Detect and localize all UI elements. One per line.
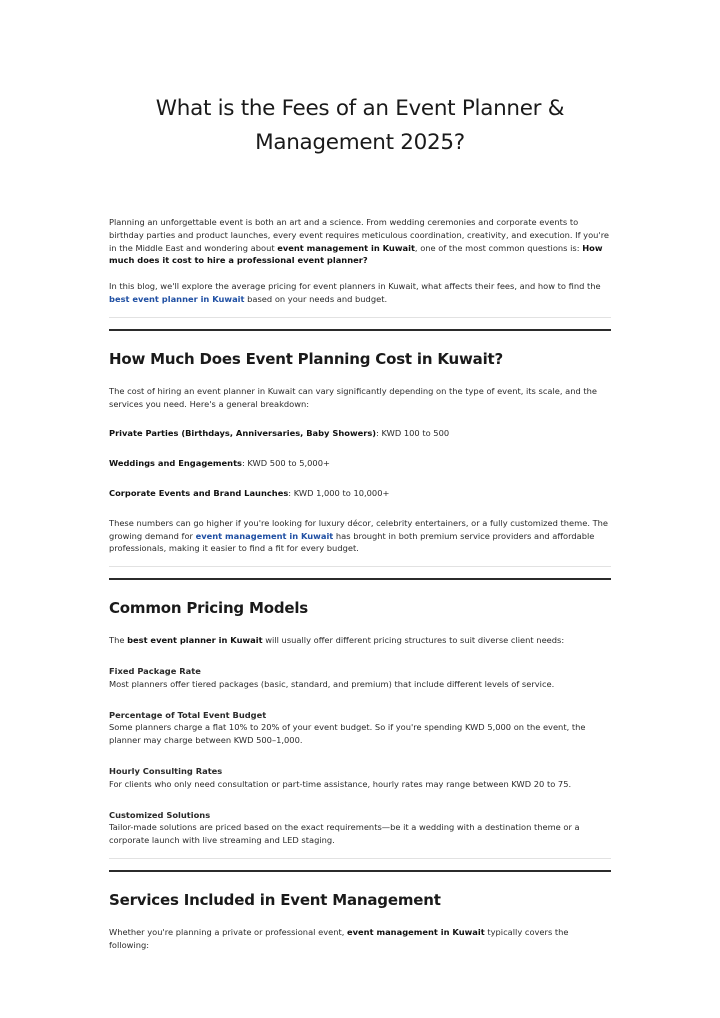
pricing-model-title: Hourly Consulting Rates xyxy=(109,765,223,776)
services-intro-keyword: event management in Kuwait xyxy=(347,926,485,937)
section-heading-cost: How Much Does Event Planning Cost in Kuwait? xyxy=(109,349,503,368)
intro-paragraph-1 xyxy=(109,216,611,267)
cost-item-value: : KWD 100 to 500 xyxy=(376,428,450,439)
pricing-model-hourly xyxy=(109,765,611,791)
pricing-model-desc: Tailor-made solutions are priced based on the exact requirements—be it a wedding with a destination theme or a corporate launch with live streaming and LED staging. xyxy=(109,822,580,846)
best-event-planner-link[interactable]: best event planner in Kuwait xyxy=(109,293,245,304)
section-heading-services: Services Included in Event Management xyxy=(109,890,441,909)
divider-light xyxy=(109,858,611,859)
pricing-intro-text: will usually offer different pricing structures to suit diverse client needs: xyxy=(262,635,565,646)
cost-item-value: : KWD 1,000 to 10,000+ xyxy=(288,487,390,498)
pricing-intro-text: The xyxy=(109,635,128,646)
pricing-model-customized xyxy=(109,809,611,847)
cost-item-private-parties xyxy=(109,427,611,440)
event-management-link[interactable]: event management in Kuwait xyxy=(195,530,334,541)
cost-item-value: : KWD 500 to 5,000+ xyxy=(241,458,330,469)
pricing-model-fixed xyxy=(109,665,611,691)
services-intro-text: typically covers the following: xyxy=(109,926,569,950)
pricing-intro-keyword: best event planner in Kuwait xyxy=(127,635,263,646)
section-heading-pricing-models: Common Pricing Models xyxy=(109,599,308,618)
intro-paragraph-2 xyxy=(109,280,611,306)
cost-item-weddings xyxy=(109,457,611,470)
services-intro-text: Whether you're planning a private or professional event, xyxy=(109,926,348,937)
pricing-model-title: Percentage of Total Event Budget xyxy=(109,709,267,720)
pricing-model-desc: For clients who only need consultation or part-time assistance, hourly rates may range between KWD 20 to 75. xyxy=(109,778,572,789)
pricing-intro-paragraph xyxy=(109,634,611,647)
services-intro-paragraph xyxy=(109,926,611,952)
cost-closing-text: has brought in both premium service providers and affordable professionals, making it easier to find a fit for every budget. xyxy=(109,530,595,554)
cost-item-label: Weddings and Engagements xyxy=(109,458,242,469)
cost-closing-paragraph xyxy=(109,517,611,555)
intro-text: based on your needs and budget. xyxy=(244,293,388,304)
divider-section xyxy=(109,870,611,872)
pricing-model-desc: Some planners charge a flat 10% to 20% of your event budget. So if you're spending KWD 5,000 on the event, the planner may charge between KWD 500–1,000. xyxy=(109,722,586,746)
page-title: What is the Fees of an Event Planner & Management 2025? xyxy=(155,96,565,155)
intro-question: How much does it cost to hire a professional event planner? xyxy=(109,242,603,266)
intro-keyword: event management in Kuwait xyxy=(277,242,415,253)
intro-text: , one of the most common questions is: xyxy=(414,242,583,253)
intro-text: Planning an unforgettable event is both an art and a science. From wedding ceremonies and corporate events to birthday parties and product launches, every event requires meticulous coordination, creativity, and execution. If you're in the Middle East and wondering about xyxy=(109,217,610,253)
divider-light xyxy=(109,566,611,567)
pricing-model-title: Customized Solutions xyxy=(109,809,211,820)
cost-item-corporate xyxy=(109,487,611,500)
divider-section xyxy=(109,329,611,331)
pricing-model-desc: Most planners offer tiered packages (basic, standard, and premium) that include different levels of service. xyxy=(109,678,555,689)
pricing-model-percentage xyxy=(109,709,611,747)
cost-intro-paragraph: The cost of hiring an event planner in Kuwait can vary significantly depending on the type of event, its scale, and the services you need. Here's a general breakdown: xyxy=(109,385,598,409)
divider-light xyxy=(109,317,611,318)
cost-item-label: Private Parties (Birthdays, Anniversaries, Baby Showers) xyxy=(109,428,377,439)
pricing-model-title: Fixed Package Rate xyxy=(109,665,201,676)
divider-section xyxy=(109,578,611,580)
cost-item-label: Corporate Events and Brand Launches xyxy=(109,487,289,498)
intro-text: In this blog, we'll explore the average pricing for event planners in Kuwait, what affects their fees, and how to find the xyxy=(109,281,601,292)
cost-closing-text: These numbers can go higher if you're looking for luxury décor, celebrity entertainers, or a fully customized theme. The growing demand for xyxy=(109,517,609,541)
